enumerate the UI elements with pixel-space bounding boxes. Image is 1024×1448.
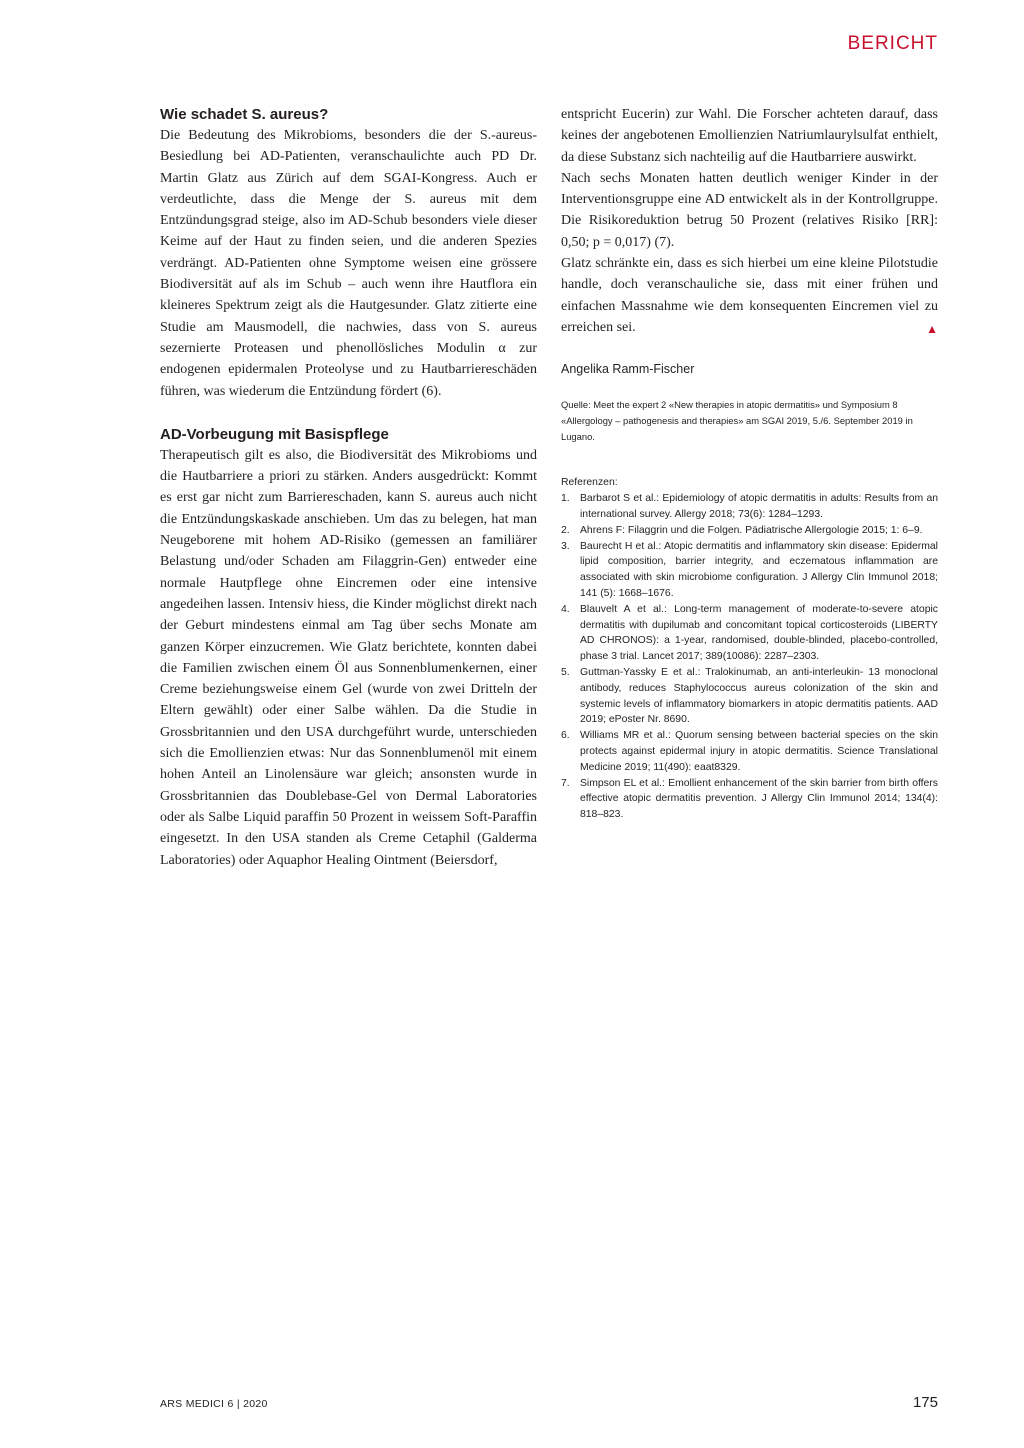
reference-item (561, 776, 938, 823)
reference-text: Barbarot S et al.: Epidemiology of atopic dermatitis in adults: Results from an international survey. Allergy 2018; 73(6): 1284–1293. (580, 493, 938, 521)
heading-ad-vorbeugung: AD-Vorbeugung mit Basispflege (160, 425, 389, 443)
reference-item (561, 602, 938, 665)
author-name: Angelika Ramm-Fischer (561, 362, 695, 377)
reference-text: Baurecht H et al.: Atopic dermatitis and inflammatory skin disease: Epidermal lipid composition, barrier integrity, and eczematous inflammation are associated with skin microbiome configuration. J Allergy Clin Immunol 2018; 141 (5): 1668–1676. (580, 540, 938, 600)
article-column-left (160, 104, 537, 871)
section-label: BERICHT (847, 33, 938, 54)
heading-wie-schadet: Wie schadet S. aureus? (160, 106, 329, 123)
paragraph-5-text: Glatz schränkte ein, dass es sich hierbei um eine kleine Pilotstudie handle, doch veranschauliche sie, dass mit einer frühen und einfachen Massnahme wie dem konsequenten Eincremen viel zu erreichen sei. (561, 256, 938, 335)
reference-number: 3. (561, 540, 570, 552)
source-note: Quelle: Meet the expert 2 «New therapies in atopic dermatitis» und Symposium 8 «Allergology – pathogenesis and therapies» am SGAI 2019, 5./6. September 2019 in Lugano. (561, 399, 913, 443)
reference-number: 2. (561, 524, 570, 536)
reference-number: 5. (561, 667, 570, 679)
reference-text: Blauvelt A et al.: Long-term management of moderate-to-severe atopic dermatitis with dupilumab and concomitant topical corticosteroids (LIBERTY AD CHRONOS): a 1-year, randomised, double-blinded, placebo-controlled, phase 3 trial. Lancet 2017; 389(10086): 2287–2303. (580, 603, 938, 663)
reference-number: 6. (561, 730, 570, 742)
reference-text: Simpson EL et al.: Emollient enhancement of the skin barrier from birth offers effective atopic dermatitis prevention. J Allergy Clin Immunol 2014; 134(4): 818–823. (580, 777, 938, 821)
reference-text: Ahrens F: Filaggrin und die Folgen. Pädiatrische Allergologie 2015; 1: 6–9. (580, 524, 923, 536)
reference-text: Guttman-Yassky E et al.: Tralokinumab, an anti-interleukin- 13 monoclonal antibody, reduces Staphylococcus aureus colonization of the skin and systemic levels of inflammatory biomarkers in atopic dermatitis patients. AAD 2019; ePoster Nr. 8690. (580, 667, 938, 726)
reference-item (561, 491, 938, 523)
paragraph-5 (561, 253, 938, 338)
reference-item (561, 728, 938, 775)
reference-number: 4. (561, 603, 570, 615)
paragraph-1: Die Bedeutung des Mikrobioms, besonders die der S.-aureus-Besiedlung bei AD-Patienten, veranschaulichte auch PD Dr. Martin Glatz aus Zürich auf dem SGAI-Kongress. Auch er verdeutlichte, dass die Menge der S. aureus mit dem Entzündungsgrad steige, also im AD-Schub besonders viele dieser Keime auf der Haut zu finden seien, und die anderen Spezies verdrängt. AD-Patienten ohne Symptome weisen eine grössere Biodiversität auf als im Schub – auch wenn ihre Hautflora ein kleineres Spektrum zeigt als die Hautgesunder. Glatz zitierte eine Studie am Mausmodell, die nachwies, dass von S. aureus sezernierte Proteasen und phenollösliches Modulin α zur endogenen epidermalen Proteolyse und zu Hautbarriereschäden führen, was wiederum die Entzündung fördert (6). (160, 128, 537, 399)
reference-number: 7. (561, 777, 570, 789)
reference-text: Williams MR et al.: Quorum sensing between bacterial species on the skin protects against epidermal injury in atopic dermatitis. Science Translational Medicine 2019; 11(490): eaat8329. (580, 730, 938, 773)
reference-item (561, 539, 938, 602)
reference-item (561, 665, 938, 728)
article-column-right (561, 104, 938, 823)
end-triangle-icon: ▲ (926, 321, 938, 336)
paragraph-3: entspricht Eucerin) zur Wahl. Die Forscher achteten darauf, dass keines der angebotenen Emollienzien Natriumlaurylsulfat enthielt, da diese Substanz sich nachteilig auf die Hautbarriere auswirkt. (561, 107, 938, 165)
paragraph-2: Therapeutisch gilt es also, die Biodiversität des Mikrobioms und die Hautbarriere a priori zu stärken. Anders ausgedrückt: Kommt es erst gar nicht zum Barriereschaden, kann S. aureus auch nicht die Entzündungskaskade anschieben. Um das zu belegen, hat man Neugeborene mit hohem AD-Risiko (gemessen an familiärer Belastung und/oder Schaden am Filaggrin-Gen) entweder eine normale Hautpflege ohne Eincremen oder eine intensive angedeihen lassen. Intensiv hiess, die Kinder möglichst direkt nach der Geburt mindestens einmal am Tag über sechs Monate am ganzen Körper einzucremen. Wie Glatz berichtete, konnten dabei die Familien zwischen einem Öl aus Sonnenblumenkernen, einer Creme beziehungsweise einem Gel (wurde von zwei Dritteln der Eltern gewählt) oder einer Salbe wählen. Da die Studie in Grossbritannien und den USA durchgeführt wurde, unterschieden sich die Emollienzien etwas: Nur das Sonnenblumenöl mit einem hohen Anteil an Linolensäure war gleich; ansonsten wurde in Grossbritannien das Doublebase-Gel von Dermal Laboratories oder als Salbe Liquid paraffin 50 Prozent in weissem Soft-Paraffin eingesetzt. In den USA standen als Creme Cetaphil (Galderma Laboratories) oder Aquaphor Healing Ointment (Beiersdorf, (160, 447, 537, 868)
page-number: 175 (912, 1394, 938, 1411)
references-list (561, 491, 938, 823)
reference-number: 1. (561, 493, 570, 505)
reference-item (561, 523, 938, 539)
journal-footer: ARS MEDICI 6 | 2020 (160, 1398, 268, 1410)
references-title: Referenzen: (561, 477, 618, 489)
paragraph-4: Nach sechs Monaten hatten deutlich weniger Kinder in der Interventionsgruppe eine AD entwickelt als in der Kontrollgruppe. Die Risikoreduktion betrug 50 Prozent (relatives Risiko [RR]: 0,50; p = 0,017) (7). (561, 170, 938, 250)
